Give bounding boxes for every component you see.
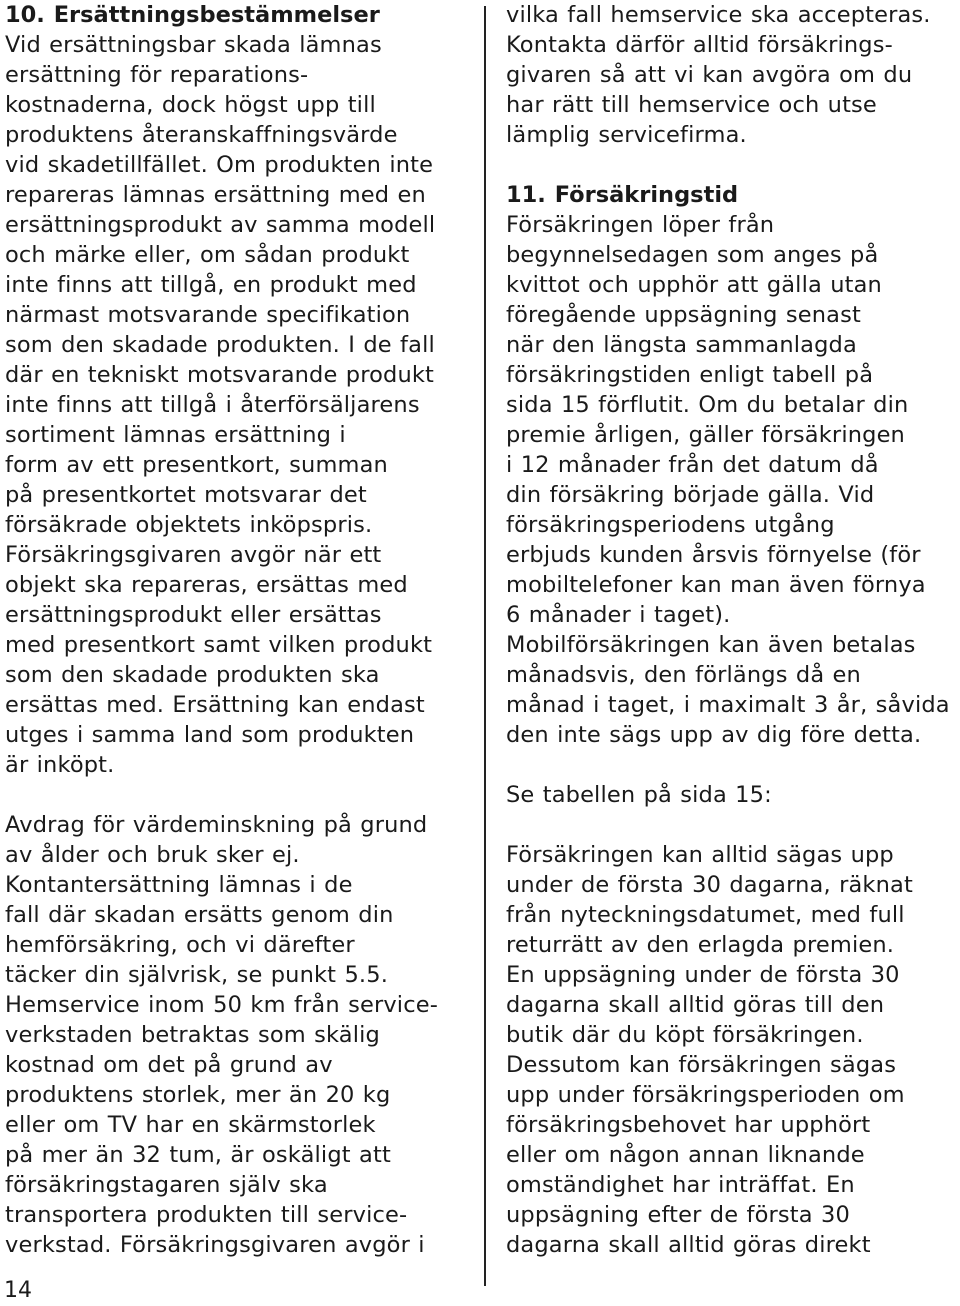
table-reference: Se tabellen på sida 15: (506, 782, 772, 808)
text-line: dagarna skall alltid göras direkt (506, 1232, 871, 1258)
text-line: En uppsägning under de första 30 (506, 962, 900, 988)
text-line: din försäkring började gälla. Vid (506, 482, 875, 508)
text-line: försäkringsperiodens utgång (506, 512, 835, 538)
text-line: vilka fall hemservice ska accepteras. (506, 2, 931, 28)
text-line: Avdrag för värdeminskning på grund (5, 812, 428, 838)
section-10 (5, 0, 467, 780)
paragraph-spacer (506, 810, 960, 840)
text-line: är inköpt. (5, 752, 115, 778)
section-11 (506, 180, 960, 750)
text-line: produktens återanskaffningsvärde (5, 122, 398, 148)
text-line: kostnaderna, dock högst upp till (5, 92, 376, 118)
text-line: produktens storlek, mer än 20 kg (5, 1082, 391, 1108)
text-line: kostnad om det på grund av (5, 1052, 333, 1078)
text-line: på presentkortet motsvarar det (5, 482, 367, 508)
paragraph-spacer (5, 780, 467, 810)
text-line: Kontakta därför alltid försäkrings- (506, 32, 893, 58)
text-line: eller om TV har en skärmstorlek (5, 1112, 376, 1138)
text-line: dagarna skall alltid göras till den (506, 992, 885, 1018)
text-line: begynnelsedagen som anges på (506, 242, 879, 268)
text-line: uppsägning efter de första 30 (506, 1202, 850, 1228)
text-line: objekt ska repareras, ersättas med (5, 572, 408, 598)
text-line: månadsvis, den förlängs då en (506, 662, 861, 688)
text-line: försäkringsbehovet har upphört (506, 1112, 871, 1138)
text-line: månad i taget, i maximalt 3 år, såvida (506, 692, 950, 718)
text-line: där en tekniskt motsvarande produkt (5, 362, 435, 388)
text-line: sida 15 förflutit. Om du betalar din (506, 392, 909, 418)
section-10-body (5, 30, 467, 780)
text-line: returrätt av den erlagda premien. (506, 932, 895, 958)
text-line: Mobilförsäkringen kan även betalas (506, 632, 916, 658)
text-line: ersättning för reparations- (5, 62, 309, 88)
text-line: under de första 30 dagarna, räknat (506, 872, 913, 898)
section-10-heading: 10. Ersättningsbestämmelser (5, 2, 380, 28)
column-divider (484, 6, 486, 1286)
deduction-paragraph (5, 810, 467, 1260)
text-line: och märke eller, om sådan produkt (5, 242, 410, 268)
left-column (5, 0, 467, 1260)
text-line: repareras lämnas ersättning med en (5, 182, 426, 208)
text-line: fall där skadan ersätts genom din (5, 902, 394, 928)
text-line: på mer än 32 tum, är oskäligt att (5, 1142, 391, 1168)
text-line: som den skadade produkten. I de fall (5, 332, 435, 358)
paragraph-spacer (506, 150, 960, 180)
page-number: 14 (4, 1278, 32, 1303)
text-line: erbjuds kunden årsvis förnyelse (för (506, 542, 921, 568)
section-11-body (506, 210, 960, 750)
text-line: butik där du köpt försäkringen. (506, 1022, 864, 1048)
text-line: närmast motsvarande specifikation (5, 302, 411, 328)
text-line: kvittot och upphör att gälla utan (506, 272, 882, 298)
section-11-heading: 11. Försäkringstid (506, 182, 739, 208)
text-line: försäkringstiden enligt tabell på (506, 362, 874, 388)
text-line: form av ett presentkort, summan (5, 452, 388, 478)
text-line: verkstaden betraktas som skälig (5, 1022, 380, 1048)
text-line: ersättas med. Ersättning kan endast (5, 692, 425, 718)
text-line: Kontantersättning lämnas i de (5, 872, 353, 898)
text-line: ersättningsprodukt av samma modell (5, 212, 436, 238)
text-line: som den skadade produkten ska (5, 662, 380, 688)
text-line: Försäkringen löper från (506, 212, 775, 238)
text-line: Dessutom kan försäkringen sägas (506, 1052, 897, 1078)
text-line: givaren så att vi kan avgöra om du (506, 62, 913, 88)
text-line: vid skadetillfället. Om produkten inte (5, 152, 434, 178)
text-line: föregående uppsägning senast (506, 302, 861, 328)
text-line: upp under försäkringsperioden om (506, 1082, 905, 1108)
text-line: från nyteckningsdatumet, med full (506, 902, 905, 928)
text-line: den inte sägs upp av dig före detta. (506, 722, 922, 748)
text-line: hemförsäkring, och vi därefter (5, 932, 355, 958)
text-line: i 12 månader från det datum då (506, 452, 879, 478)
text-line: premie årligen, gäller försäkringen (506, 422, 905, 448)
text-line: försäkrade objektets inköpspris. (5, 512, 373, 538)
cancellation-paragraph (506, 840, 960, 1260)
text-line: Vid ersättningsbar skada lämnas (5, 32, 382, 58)
text-line: verkstad. Försäkringsgivaren avgör i (5, 1232, 425, 1258)
right-column (506, 0, 960, 1260)
text-line: 6 månader i taget). (506, 602, 731, 628)
text-line: inte finns att tillgå, en produkt med (5, 272, 417, 298)
text-line: Försäkringsgivaren avgör när ett (5, 542, 382, 568)
text-line: har rätt till hemservice och utse (506, 92, 877, 118)
text-line: ersättningsprodukt eller ersättas (5, 602, 382, 628)
text-line: av ålder och bruk sker ej. (5, 842, 300, 868)
text-line: när den längsta sammanlagda (506, 332, 857, 358)
hemservice-continuation (506, 0, 960, 150)
text-line: Försäkringen kan alltid sägas upp (506, 842, 894, 868)
text-line: lämplig servicefirma. (506, 122, 747, 148)
text-line: utges i samma land som produkten (5, 722, 415, 748)
text-line: sortiment lämnas ersättning i (5, 422, 346, 448)
text-line: Hemservice inom 50 km från service- (5, 992, 438, 1018)
text-line: täcker din självrisk, se punkt 5.5. (5, 962, 388, 988)
text-line: inte finns att tillgå i återförsäljarens (5, 392, 420, 418)
text-line: eller om någon annan liknande (506, 1142, 865, 1168)
paragraph-spacer (506, 750, 960, 780)
text-line: med presentkort samt vilken produkt (5, 632, 433, 658)
text-line: transportera produkten till service- (5, 1202, 408, 1228)
text-line: omständighet har inträffat. En (506, 1172, 855, 1198)
text-line: mobiltelefoner kan man även förnya (506, 572, 926, 598)
text-line: försäkringstagaren själv ska (5, 1172, 328, 1198)
